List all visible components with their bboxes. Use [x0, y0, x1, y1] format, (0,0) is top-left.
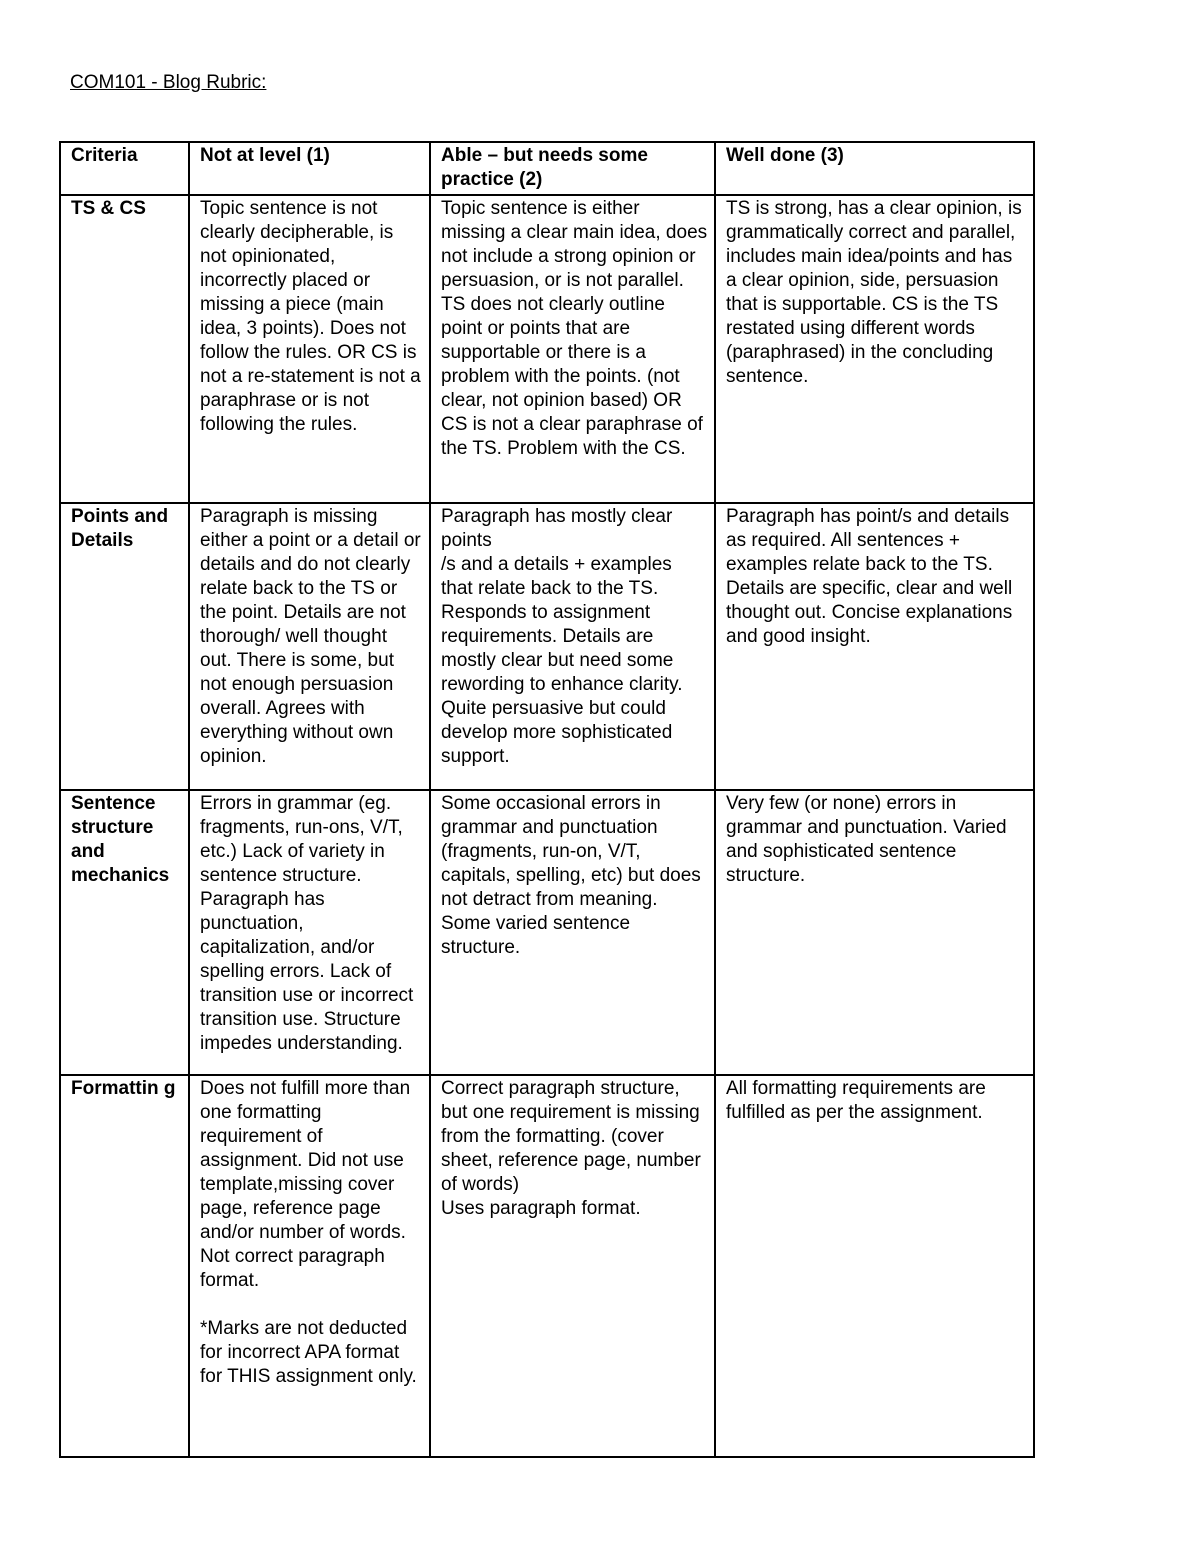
level-1-cell: Topic sentence is not clearly decipherable, is not opinionated, incorrectly placed or missing a piece (main idea, 3 points). Does not follow the rules. OR CS is not a re-statement is not a paraphrase or is not following the rules.: [189, 195, 430, 503]
table-row: [60, 195, 1034, 503]
level-3-cell: Paragraph has point/s and details as required. All sentences + examples relate back to the TS. Details are specific, clear and well thought out. Concise explanations and good insight.: [715, 503, 1034, 790]
header-criteria: Criteria: [60, 142, 189, 195]
level-2-cell: Paragraph has mostly clear points /s and a details + examples that relate back to the TS. Responds to assignment requirements. Details are mostly clear but need some rewording to enhance clarity. Quite persuasive but could develop more sophisticated support.: [430, 503, 715, 790]
header-well-done: Well done (3): [715, 142, 1034, 195]
header-not-at-level: Not at level (1): [189, 142, 430, 195]
level-3-cell: Very few (or none) errors in grammar and punctuation. Varied and sophisticated sentence structure.: [715, 790, 1034, 1075]
level-2-cell: Some occasional errors in grammar and punctuation (fragments, run-on, V/T, capitals, spelling, etc) but does not detract from meaning. Some varied sentence structure.: [430, 790, 715, 1075]
level-1-cell: Paragraph is missing either a point or a detail or details and do not clearly relate back to the TS or the point. Details are not thorough/ well thought out. There is some, but not enough persuasion overall. Agrees with everything without own opinion.: [189, 503, 430, 790]
level-2-cell: Topic sentence is either missing a clear main idea, does not include a strong opinion or persuasion, or is not parallel. TS does not clearly outline point or points that are supportable or there is a problem with the points. (not clear, not opinion based) OR CS is not a clear paraphrase of the TS. Problem with the CS.: [430, 195, 715, 503]
level-1-cell: Does not fulfill more than one formatting requirement of assignment. Did not use template,missing cover page, reference page and/or number of words. Not correct paragraph format. *Marks are not deducted for incorrect APA format for THIS assignment only.: [189, 1075, 430, 1457]
table-row: [60, 790, 1034, 1075]
table-row: [60, 503, 1034, 790]
rubric-table: [59, 141, 1035, 1458]
header-row: [60, 142, 1034, 195]
criteria-cell: Sentence structure and mechanics: [60, 790, 189, 1075]
header-needs-practice: Able – but needs some practice (2): [430, 142, 715, 195]
level-3-cell: All formatting requirements are fulfilled as per the assignment.: [715, 1075, 1034, 1457]
level-2-cell: Correct paragraph structure, but one requirement is missing from the formatting. (cover sheet, reference page, number of words) Uses paragraph format.: [430, 1075, 715, 1457]
level-1-cell: Errors in grammar (eg. fragments, run-ons, V/T, etc.) Lack of variety in sentence structure. Paragraph has punctuation, capitalization, and/or spelling errors. Lack of transition use or incorrect transition use. Structure impedes understanding.: [189, 790, 430, 1075]
criteria-cell: Points and Details: [60, 503, 189, 790]
table-row: [60, 1075, 1034, 1457]
criteria-cell: TS & CS: [60, 195, 189, 503]
document-title: COM101 - Blog Rubric:: [70, 72, 267, 93]
level-3-cell: TS is strong, has a clear opinion, is grammatically correct and parallel, includes main idea/points and has a clear opinion, side, persuasion that is supportable. CS is the TS restated using different words (paraphrased) in the concluding sentence.: [715, 195, 1034, 503]
criteria-cell: Formattin g: [60, 1075, 189, 1457]
